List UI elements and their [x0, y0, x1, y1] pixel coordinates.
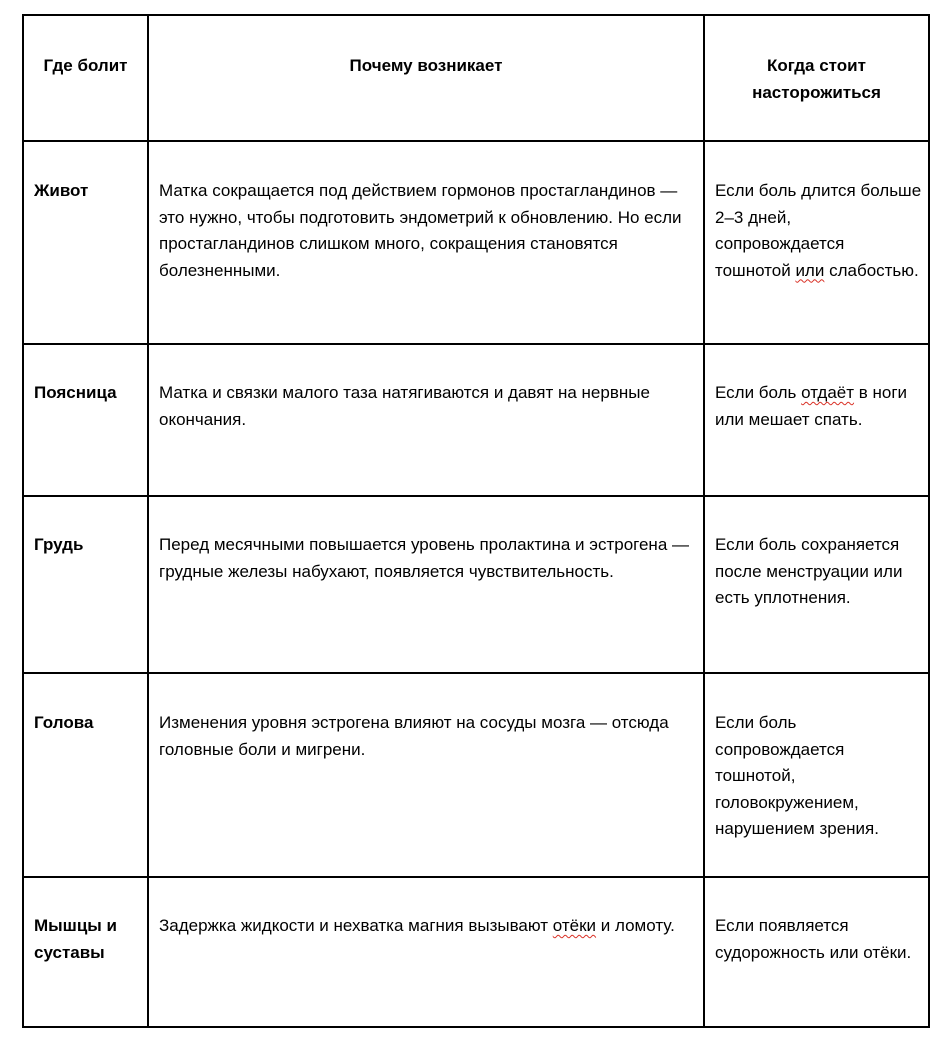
cell-cause: Перед месячными повышается уровень пролактина и эстрогена — грудные железы набухают, появляется чувствительность. — [148, 496, 704, 673]
cell-cause: Матка и связки малого таза натягиваются и давят на нервные окончания. — [148, 344, 704, 496]
table-row — [23, 141, 929, 344]
table-header-row — [23, 15, 929, 141]
spellcheck-flagged-word[interactable]: отдаёт — [801, 383, 855, 402]
cell-location: Грудь — [23, 496, 148, 673]
cell-location: Поясница — [23, 344, 148, 496]
cell-location: Живот — [23, 141, 148, 344]
table-row — [23, 344, 929, 496]
header-warning: Когда стоит насторожиться — [704, 15, 929, 141]
table-row — [23, 496, 929, 673]
cell-cause: Матка сокращается под действием гормонов простагландинов — это нужно, чтобы подготовить эндометрий к обновлению. Но если простагландинов слишком много, сокращения становятся болезненными. — [148, 141, 704, 344]
cell-location: Мышцы и суставы — [23, 877, 148, 1027]
cell-warning: Если боль сопровождается тошнотой, головокружением, нарушением зрения. — [704, 673, 929, 877]
table-row — [23, 877, 929, 1027]
cause-text: Задержка жидкости и нехватка магния вызывают — [159, 916, 553, 935]
cell-warning — [704, 141, 929, 344]
warning-text: Если боль — [715, 383, 802, 402]
spellcheck-flagged-word[interactable]: отёки — [552, 916, 597, 935]
table-row — [23, 673, 929, 877]
cell-warning: Если появляется судорожность или отёки. — [704, 877, 929, 1027]
cause-text: и ломоту. — [596, 916, 675, 935]
cell-cause: Изменения уровня эстрогена влияют на сосуды мозга — отсюда головные боли и мигрени. — [148, 673, 704, 877]
cell-cause — [148, 877, 704, 1027]
symptoms-table — [22, 14, 930, 1028]
cell-warning: Если боль сохраняется после менструации или есть уплотнения. — [704, 496, 929, 673]
warning-text: в ноги или мешает спать. — [715, 383, 908, 429]
cell-location: Голова — [23, 673, 148, 877]
warning-text: Если боль длится больше 2–3 дней, сопровождается тошнотой — [715, 181, 922, 280]
spellcheck-flagged-word[interactable]: или — [795, 260, 825, 280]
header-location: Где болит — [23, 15, 148, 141]
warning-text: слабостью. — [824, 260, 919, 280]
cell-warning — [704, 344, 929, 496]
header-cause: Почему возникает — [148, 15, 704, 141]
